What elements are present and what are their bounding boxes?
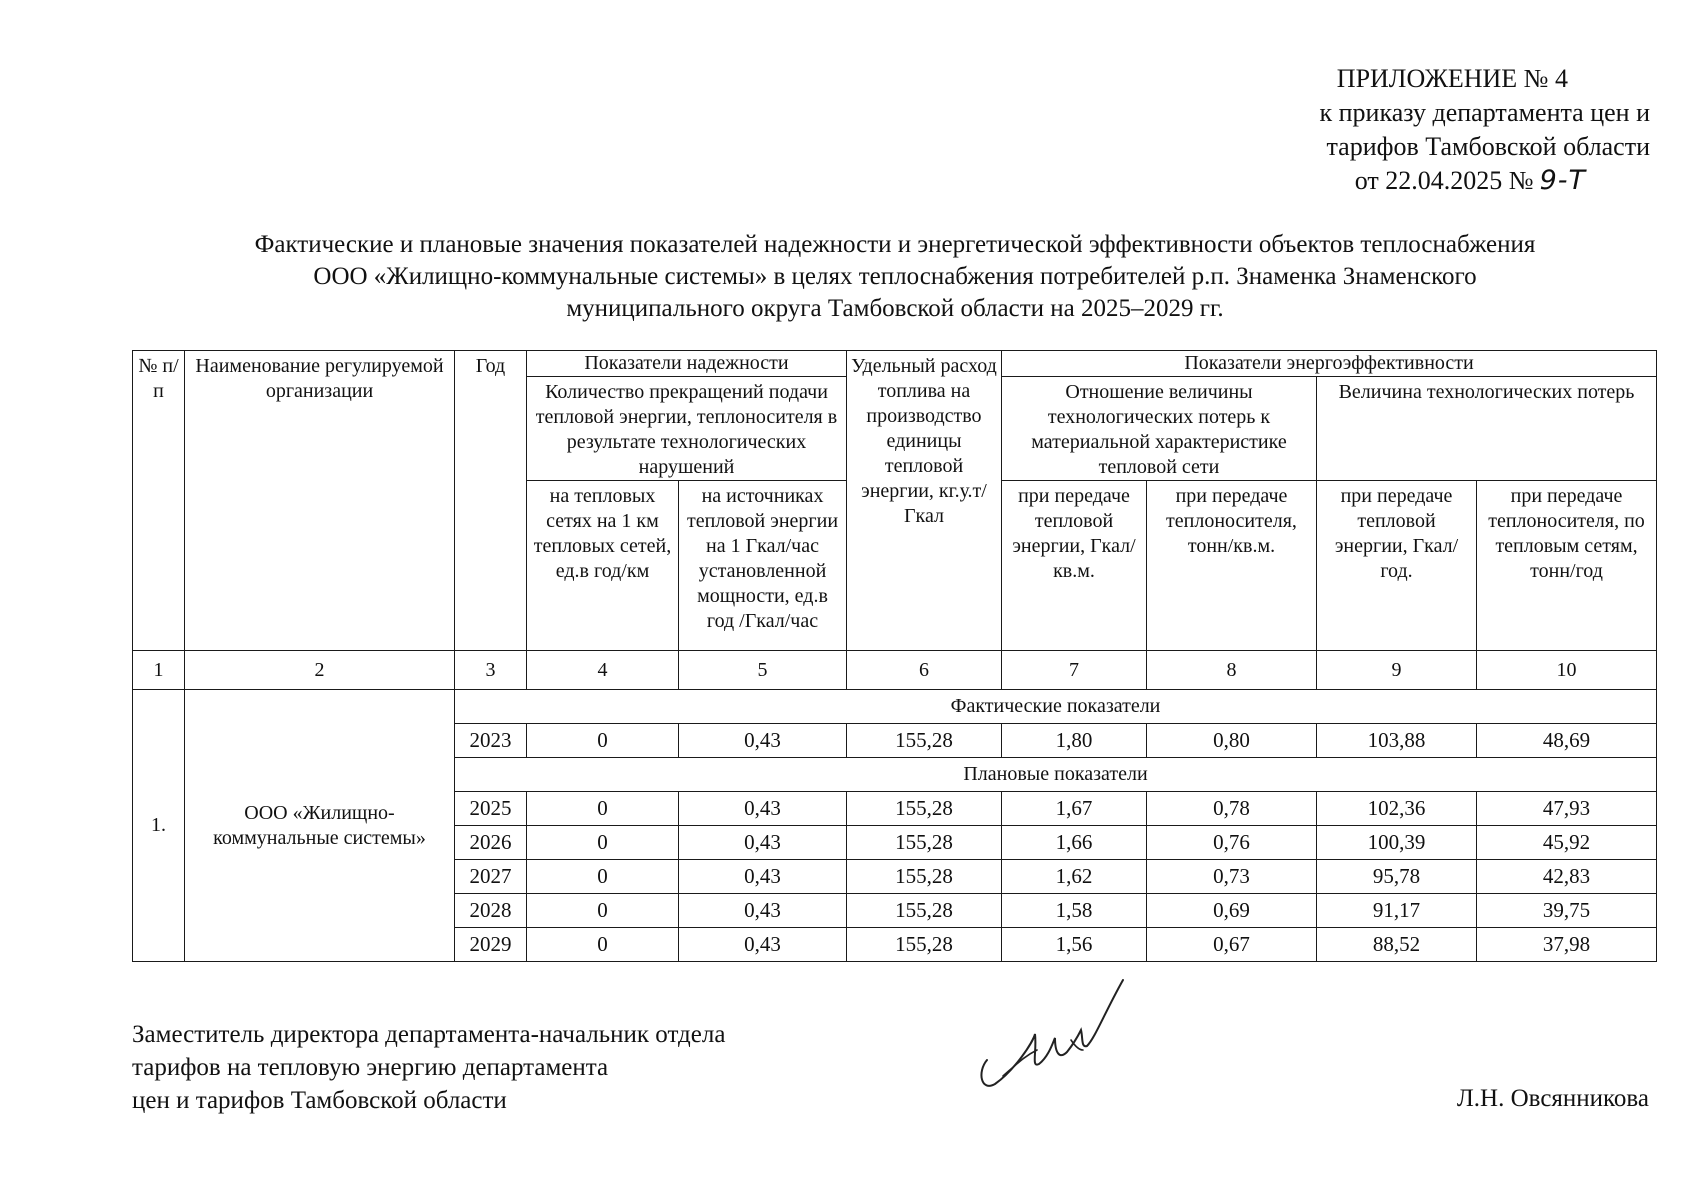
value-cell: 88,52 <box>1317 928 1477 962</box>
header-on-networks: на тепловых сетях на 1 км тепловых сетей, ед.в год/км <box>527 481 679 651</box>
section-row-actual <box>133 690 1657 724</box>
column-number-cell: 4 <box>527 651 679 690</box>
value-cell: 0,43 <box>679 928 847 962</box>
organization-name: ООО «Жилищно-коммунальные системы» <box>185 690 455 962</box>
column-number-cell: 1 <box>133 651 185 690</box>
value-cell: 102,36 <box>1317 792 1477 826</box>
value-cell: 1,56 <box>1002 928 1147 962</box>
signatory-position <box>132 1018 932 1117</box>
header-efficiency: Показатели энергоэффективности <box>1002 351 1657 377</box>
value-cell: 0,78 <box>1147 792 1317 826</box>
header-interruptions: Количество прекращений подачи тепловой энергии, теплоносителя в результате технологических нарушений <box>527 377 847 481</box>
header-reliability: Показатели надежности <box>527 351 847 377</box>
value-cell: 155,28 <box>847 860 1002 894</box>
value-cell: 48,69 <box>1477 724 1657 758</box>
appendix-title: ПРИЛОЖЕНИЕ № 4 <box>1336 64 1568 93</box>
column-number-cell: 6 <box>847 651 1002 690</box>
header-on-sources: на источниках тепловой энергии на 1 Гкал/час установленной мощности, ед.в год /Гкал/час <box>679 481 847 651</box>
value-cell: 0 <box>527 928 679 962</box>
value-cell: 95,78 <box>1317 860 1477 894</box>
column-number-cell: 5 <box>679 651 847 690</box>
value-cell: 91,17 <box>1317 894 1477 928</box>
value-cell: 0,43 <box>679 792 847 826</box>
planned-section-label: Плановые показатели <box>455 758 1657 792</box>
value-cell: 1,67 <box>1002 792 1147 826</box>
value-cell: 0,73 <box>1147 860 1317 894</box>
column-number-row <box>133 651 1657 690</box>
value-cell: 155,28 <box>847 894 1002 928</box>
header-losses: Величина технологических потерь <box>1317 377 1657 481</box>
value-cell: 0,67 <box>1147 928 1317 962</box>
value-cell: 1,66 <box>1002 826 1147 860</box>
year-cell: 2023 <box>455 724 527 758</box>
value-cell: 0,43 <box>679 826 847 860</box>
header-organization: Наименование регулируемой организации <box>185 351 455 651</box>
header-fuel: Удельный расход топлива на производство единицы тепловой энергии, кг.у.т/Гкал <box>847 351 1002 651</box>
title-line-1: Фактические и плановые значения показателей надежности и энергетической эффективности объектов теплоснабжения <box>254 231 1536 258</box>
document-title <box>130 229 1660 325</box>
value-cell: 0 <box>527 826 679 860</box>
column-number-cell: 3 <box>455 651 527 690</box>
row-number: 1. <box>133 690 185 962</box>
value-cell: 1,58 <box>1002 894 1147 928</box>
column-number-cell: 8 <box>1147 651 1317 690</box>
value-cell: 45,92 <box>1477 826 1657 860</box>
value-cell: 0 <box>527 860 679 894</box>
indicators-table <box>132 350 1657 962</box>
value-cell: 0,43 <box>679 860 847 894</box>
header-year: Год <box>455 351 527 651</box>
value-cell: 0,43 <box>679 894 847 928</box>
year-cell: 2028 <box>455 894 527 928</box>
header-losses-carrier: при передаче теплоносителя, по тепловым сетям, тонн/год <box>1477 481 1657 651</box>
appendix-block <box>1180 62 1650 198</box>
value-cell: 0,69 <box>1147 894 1317 928</box>
position-line-3: цен и тарифов Тамбовской области <box>132 1087 507 1114</box>
value-cell: 42,83 <box>1477 860 1657 894</box>
year-cell: 2029 <box>455 928 527 962</box>
column-number-cell: 2 <box>185 651 455 690</box>
signer-name: Л.Н. Овсянникова <box>1456 1085 1649 1112</box>
column-number-cell: 9 <box>1317 651 1477 690</box>
value-cell: 155,28 <box>847 928 1002 962</box>
position-line-2: тарифов на тепловую энергию департамента <box>132 1054 609 1081</box>
value-cell: 0 <box>527 724 679 758</box>
year-cell: 2026 <box>455 826 527 860</box>
position-line-1: Заместитель директора департамента-начальник отдела <box>132 1021 726 1048</box>
appendix-date: от 22.04.2025 № <box>1354 166 1534 195</box>
value-cell: 0,43 <box>679 724 847 758</box>
value-cell: 47,93 <box>1477 792 1657 826</box>
value-cell: 155,28 <box>847 826 1002 860</box>
value-cell: 1,80 <box>1002 724 1147 758</box>
indicators-table-wrapper <box>132 350 1657 962</box>
appendix-date-line <box>1180 164 1650 198</box>
appendix-line-2: тарифов Тамбовской области <box>1326 132 1650 161</box>
value-cell: 37,98 <box>1477 928 1657 962</box>
handwritten-signature <box>975 972 1155 1122</box>
year-cell: 2027 <box>455 860 527 894</box>
actual-section-label: Фактические показатели <box>455 690 1657 724</box>
value-cell: 155,28 <box>847 724 1002 758</box>
value-cell: 0,80 <box>1147 724 1317 758</box>
title-line-3: муниципального округа Тамбовской области на 2025–2029 гг. <box>566 295 1224 322</box>
column-number-cell: 10 <box>1477 651 1657 690</box>
value-cell: 103,88 <box>1317 724 1477 758</box>
header-ratio-carrier: при передаче теплоносителя, тонн/кв.м. <box>1147 481 1317 651</box>
header-ratio-heat: при передаче тепловой энергии, Гкал/кв.м. <box>1002 481 1147 651</box>
column-number-cell: 7 <box>1002 651 1147 690</box>
value-cell: 0,76 <box>1147 826 1317 860</box>
header-ratio: Отношение величины технологических потерь к материальной характеристике тепловой сети <box>1002 377 1317 481</box>
value-cell: 1,62 <box>1002 860 1147 894</box>
value-cell: 155,28 <box>847 792 1002 826</box>
handwritten-order-number: 9-Т <box>1539 165 1586 196</box>
header-losses-heat: при передаче тепловой энергии, Гкал/год. <box>1317 481 1477 651</box>
value-cell: 0 <box>527 792 679 826</box>
header-num: № п/п <box>133 351 185 651</box>
title-line-2: ООО «Жилищно-коммунальные системы» в целях теплоснабжения потребителей р.п. Знаменка Знаменского <box>313 263 1477 290</box>
value-cell: 0 <box>527 894 679 928</box>
appendix-line-1: к приказу департамента цен и <box>1319 98 1650 127</box>
value-cell: 100,39 <box>1317 826 1477 860</box>
value-cell: 39,75 <box>1477 894 1657 928</box>
year-cell: 2025 <box>455 792 527 826</box>
